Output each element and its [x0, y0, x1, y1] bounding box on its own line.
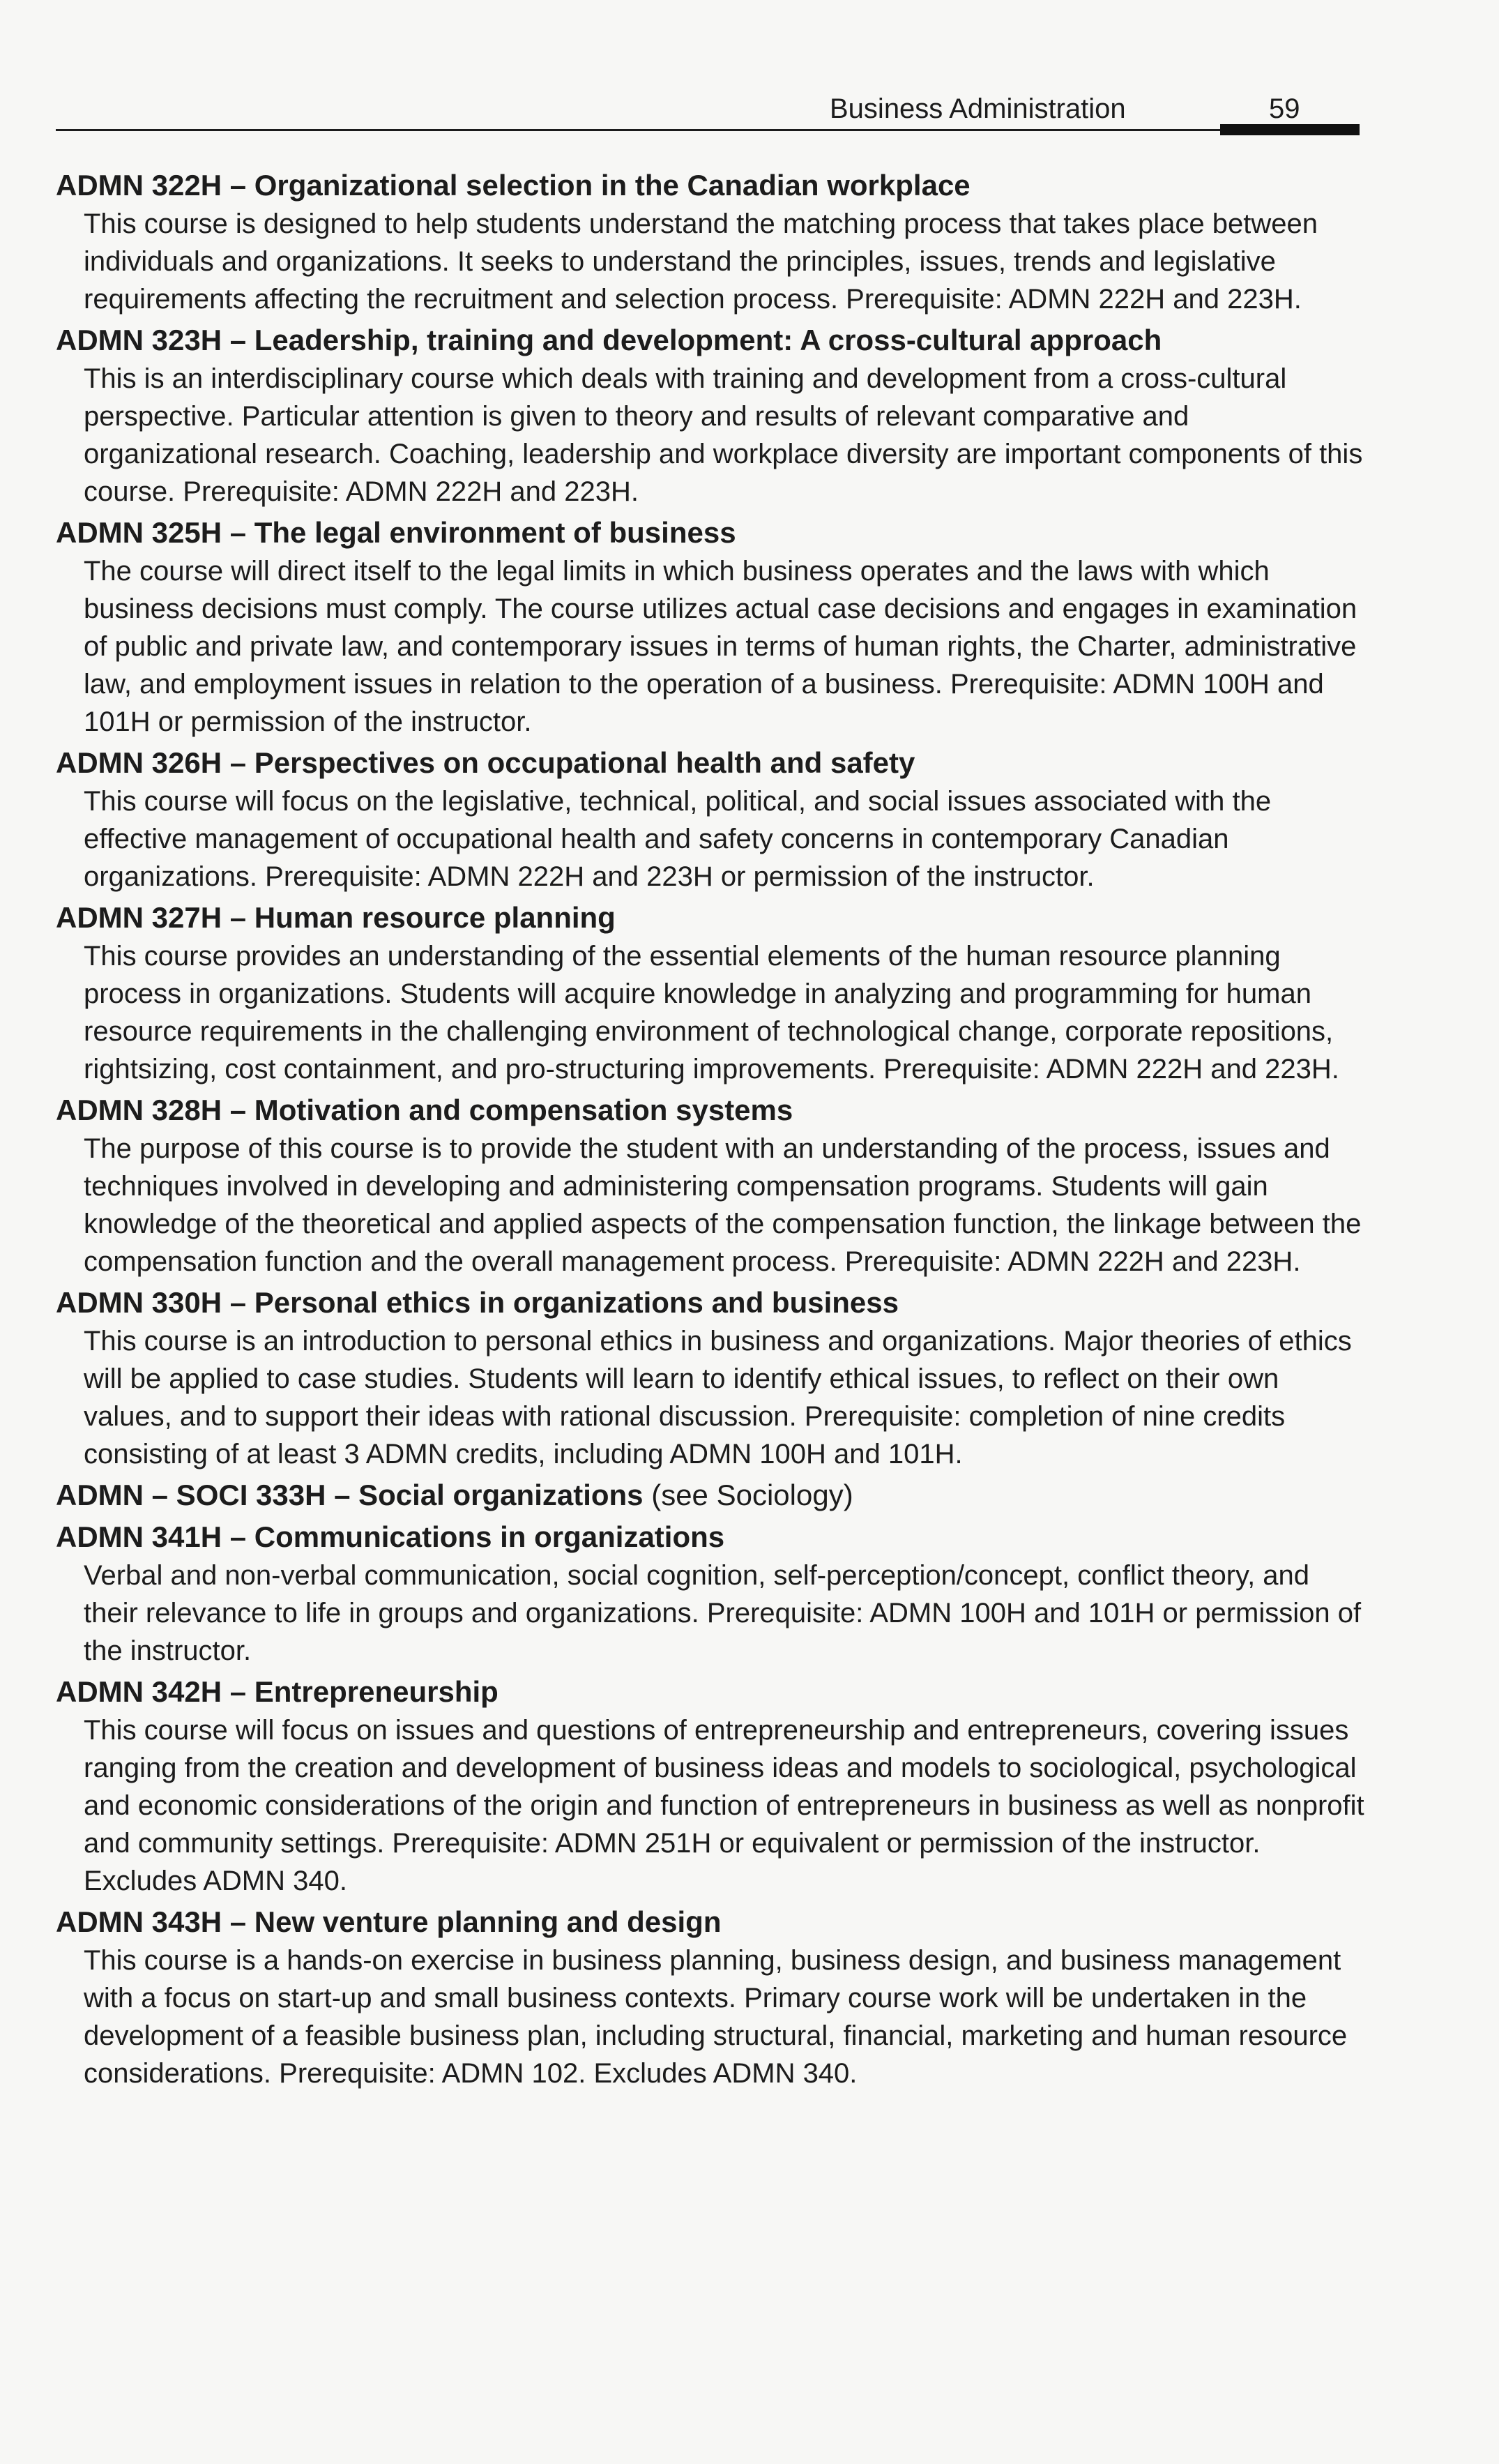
course-description: This course will focus on issues and questions of entrepreneurship and entrepreneurs, covering issues ranging from the creation and development of business ideas and models to sociological, psychological and economic considerations of the origin and function of entrepreneurs in business as well as nonprofit and community settings. Prerequisite: ADMN 251H or equivalent or permission of the instructor. Excludes ADMN 340. — [84, 1715, 1364, 1896]
course-entry-cross-reference — [56, 1476, 1367, 1515]
course-entry — [56, 513, 1367, 741]
course-description: Verbal and non-verbal communication, social cognition, self-perception/concept, conflict theory, and their relevance to life in groups and organizations. Prerequisite: ADMN 100H and 101H or permission of the instructor. — [84, 1560, 1362, 1666]
course-title: ADMN 343H – New venture planning and design — [56, 1905, 722, 1938]
course-title: ADMN 326H – Perspectives on occupational health and safety — [56, 746, 915, 779]
course-entry — [56, 1672, 1367, 1900]
course-title: ADMN 325H – The legal environment of business — [56, 516, 736, 549]
course-description: This course provides an understanding of the essential elements of the human resource planning process in organizations. Students will acquire knowledge in analyzing and programming for human resource requirements in the challenging environment of technological change, corporate repositions, rightsizing, cost containment, and pro-structuring improvements. Prerequisite: ADMN 222H and 223H. — [84, 941, 1339, 1084]
course-title: ADMN 342H – Entrepreneurship — [56, 1675, 499, 1708]
course-entry — [56, 321, 1367, 511]
course-entry — [56, 1091, 1367, 1280]
header-tab-bar — [1220, 124, 1360, 135]
course-title: ADMN 327H – Human resource planning — [56, 901, 616, 934]
course-title: ADMN 323H – Leadership, training and development: A cross-cultural approach — [56, 324, 1162, 356]
course-entry — [56, 1903, 1367, 2092]
course-description: This course is an introduction to personal ethics in business and organizations. Major theories of ethics will be applied to case studies. Students will learn to identify ethical issues, to reflect on their own values, and to support their ideas with rational discussion. Prerequisite: completion of nine credits consisting of at least 3 ADMN credits, including ADMN 100H and 101H. — [84, 1326, 1352, 1469]
course-entry — [56, 743, 1367, 895]
course-description: This is an interdisciplinary course which deals with training and development from a cross-cultural perspective. Particular attention is given to theory and results of relevant comparative and organizational research. Coaching, leadership and workplace diversity are important components of this course. Prerequisite: ADMN 222H and 223H. — [84, 363, 1363, 507]
course-title: ADMN 330H – Personal ethics in organizations and business — [56, 1286, 899, 1319]
course-description: This course will focus on the legislative, technical, political, and social issues associated with the effective management of occupational health and safety concerns in contemporary Canadian organizations. Prerequisite: ADMN 222H and 223H or permission of the instructor. — [84, 786, 1272, 892]
course-description: This course is designed to help students understand the matching process that takes place between individuals and organizations. It seeks to understand the principles, issues, trends and legislative requirements affecting the recruitment and selection process. Prerequisite: ADMN 222H and 223H. — [84, 209, 1318, 315]
course-entry — [56, 1283, 1367, 1473]
course-title: ADMN 328H – Motivation and compensation systems — [56, 1094, 793, 1126]
course-title — [56, 1476, 1367, 1515]
course-description: The purpose of this course is to provide the student with an understanding of the process, issues and techniques involved in developing and administering compensation programs. Students will gain knowledge of the theoretical and applied aspects of the compensation function, the linkage between the compensation function and the overall management process. Prerequisite: ADMN 222H and 223H. — [84, 1133, 1362, 1277]
course-title: ADMN 322H – Organizational selection in the Canadian workplace — [56, 169, 971, 202]
course-description: This course is a hands-on exercise in business planning, business design, and business management with a focus on start-up and small business contexts. Primary course work will be undertaken in the development of a feasible business plan, including structural, financial, marketing and human resource considerations. Prerequisite: ADMN 102. Excludes ADMN 340. — [84, 1945, 1348, 2089]
course-description: The course will direct itself to the legal limits in which business operates and the laws with which business decisions must comply. The course utilizes actual case decisions and engages in examination of public and private law, and contemporary issues in terms of human rights, the Charter, administrative law, and employment issues in relation to the operation of a business. Prerequisite: ADMN 100H and 101H or permission of the instructor. — [84, 556, 1357, 737]
running-title: Business Administration — [830, 93, 1126, 124]
header-rule — [56, 129, 1360, 131]
course-title: ADMN 341H – Communications in organizations — [56, 1520, 725, 1553]
course-entry — [56, 166, 1367, 318]
course-listing — [56, 166, 1367, 2095]
course-title-text: ADMN – SOCI 333H – Social organizations — [56, 1479, 644, 1511]
course-entry — [56, 1518, 1367, 1670]
page-number: 59 — [1269, 93, 1300, 124]
course-entry — [56, 898, 1367, 1088]
course-see-note: (see Sociology) — [643, 1479, 853, 1511]
page-header — [56, 84, 1360, 139]
